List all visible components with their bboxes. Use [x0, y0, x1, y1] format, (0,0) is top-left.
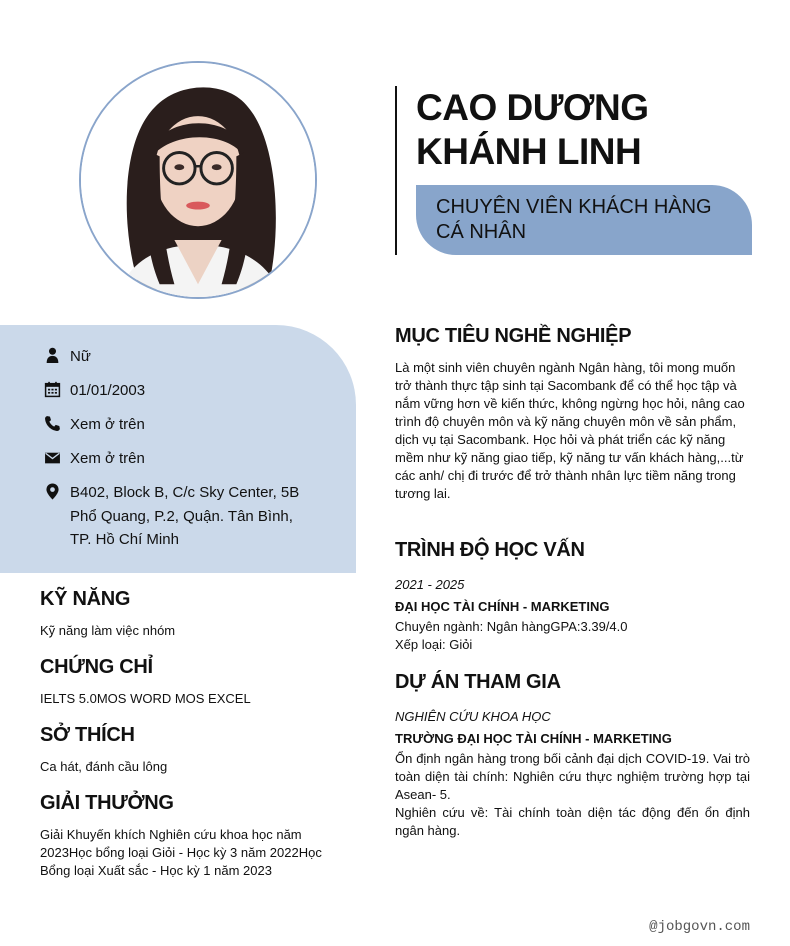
- awards-content: Giải Khuyến khích Nghiên cứu khoa học năm 2023Học bổng loại Giỏi - Học kỳ 3 năm 2022Học Bổng loại Xuất sắc - Học kỳ 1 năm 2023: [40, 827, 322, 878]
- hobbies-section: [40, 723, 340, 776]
- certificates-content: IELTS 5.0MOS WORD MOS EXCEL: [40, 691, 251, 706]
- phone-value: Xem ở trên: [70, 416, 145, 433]
- name-line-1: CAO DƯƠNG: [416, 87, 649, 128]
- awards-heading: GIẢI THƯỞNG: [40, 792, 174, 814]
- envelope-icon: [44, 449, 61, 466]
- contact-phone: [44, 413, 145, 437]
- calendar-icon: [44, 381, 61, 398]
- gender-value: Nữ: [70, 348, 91, 365]
- certificates-heading: CHỨNG CHỈ: [40, 656, 153, 678]
- project-type: NGHIÊN CỨU KHOA HỌC: [395, 709, 551, 724]
- candidate-name: [416, 86, 756, 174]
- hobbies-heading: SỞ THÍCH: [40, 724, 135, 746]
- phone-icon: [44, 415, 61, 432]
- education-heading: TRÌNH ĐỘ HỌC VẤN: [395, 539, 585, 561]
- objective-content: Là một sinh viên chuyên ngành Ngân hàng, tôi mong muốn trở thành thực tập sinh tại Sacombank để có thể học tập và nắm vững hơn về kiến thức, không ngừng học hỏi, nâng cao trình độ chuyên môn và kỹ năng chuyên môn về sản phẩm, dịch vụ tại Sacombank. Học hỏi và phát triển các kỹ năng mềm như kỹ năng giao tiếp, kỹ năng tư vấn khách hàng,...từ các anh/ chị đi trước để trở thành nhân lực tiềm năng trong tương lai.: [395, 360, 745, 501]
- education-school: ĐẠI HỌC TÀI CHÍNH - MARKETING: [395, 599, 610, 614]
- portrait-illustration: [81, 63, 315, 297]
- birthday-value: 01/01/2003: [70, 382, 146, 399]
- skills-heading: KỸ NĂNG: [40, 588, 131, 610]
- email-value: Xem ở trên: [70, 450, 145, 467]
- contact-gender: [44, 345, 91, 369]
- person-icon: [44, 347, 61, 364]
- education-period: 2021 - 2025: [395, 577, 465, 592]
- project-organization: TRƯỜNG ĐẠI HỌC TÀI CHÍNH - MARKETING: [395, 731, 672, 746]
- education-rank: Xếp loại: Giỏi: [395, 637, 473, 652]
- job-title-line-2: CÁ NHÂN: [436, 221, 527, 243]
- awards-section: [40, 791, 340, 880]
- projects-heading: DỰ ÁN THAM GIA: [395, 671, 561, 693]
- contact-address: [44, 481, 299, 552]
- education-section: [395, 538, 750, 654]
- education-major: Chuyên ngành: Ngân hàngGPA:3.39/4.0: [395, 619, 628, 634]
- objective-heading: MỤC TIÊU NGHỀ NGHIỆP: [395, 325, 632, 347]
- profile-photo: [79, 61, 317, 299]
- certificates-section: [40, 655, 340, 708]
- name-line-2: KHÁNH LINH: [416, 131, 642, 172]
- project-description-1: Ổn định ngân hàng trong bối cảnh đại dịch COVID-19. Vai trò toàn diện tài chính: Nghiên cứu thực nghiệm trường hợp tại Asean- 5.: [395, 751, 750, 802]
- header-name-block: [395, 86, 755, 255]
- objective-section: [395, 324, 750, 503]
- job-title-line-1: CHUYÊN VIÊN KHÁCH HÀNG: [436, 196, 712, 218]
- contact-email: [44, 447, 145, 471]
- skills-section: [40, 587, 340, 640]
- projects-section: [395, 670, 750, 840]
- contact-birthday: [44, 379, 145, 403]
- watermark: @jobgovn.com: [649, 919, 750, 935]
- address-value: B402, Block B, C/c Sky Center, 5B Phổ Quang, P.2, Quận. Tân Bình, TP. Hồ Chí Minh: [70, 484, 300, 548]
- skills-content: Kỹ năng làm việc nhóm: [40, 623, 176, 638]
- location-pin-icon: [44, 483, 61, 500]
- project-description-2: Nghiên cứu về: Tài chính toàn diện tác động đến ổn định ngân hàng.: [395, 805, 750, 838]
- job-title-banner: [416, 185, 752, 255]
- hobbies-content: Ca hát, đánh cầu lông: [40, 759, 168, 774]
